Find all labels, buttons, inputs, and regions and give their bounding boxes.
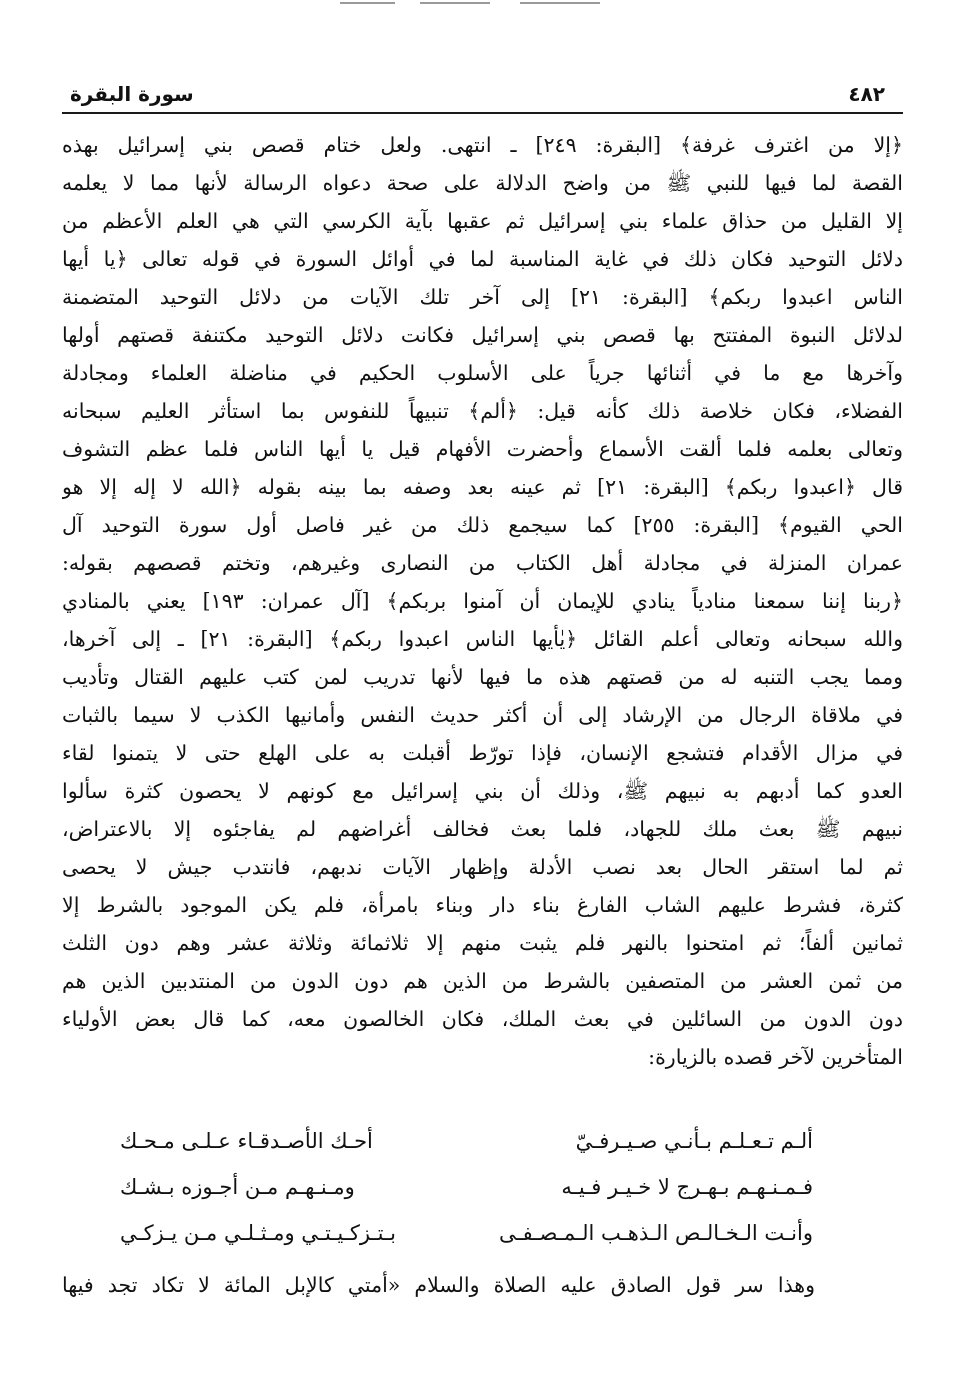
text-line: ثم لما استقر الحال بعد نصب الأدلة وإظهار الآيات ندبهم، فانتدب جيش لا يحصى [62, 855, 903, 879]
text-line: الفضلاء، فكان خلاصة ذلك كأنه قيل: ﴿ألم﴾ تنبيهاً للنفوس بما استأثر العليم سبحانه [62, 399, 903, 423]
text-line: من ثمن العشر من المتصفين بالشرط من الذين هم دون الدون من المنتدبين الذين هم [62, 969, 903, 993]
surah-title: سورة البقرة [70, 82, 194, 106]
text-line: دلائل التوحيد فكان ذلك في غاية المناسبة لما في أوائل السورة في قوله تعالى ﴿يا أيها [62, 247, 903, 271]
hemistich-first: ألـم تـعـلـم بـأنـي صـيـرفـيّ [575, 1129, 813, 1153]
text-line: كثرة، فشرط عليهم الشاب الفارغ بناء دار وبناء بامرأة، فلم يكن الموجود بالشرط إلا [62, 893, 903, 917]
text-line: نبيهم ﷺ بعث ملك للجهاد، فلما بعث فخالف أغراضهم لم يفاجئوه إلا بالاعتراض، [62, 817, 903, 841]
text-line: الحي القيوم﴾ [البقرة: ٢٥٥] كما سيجمع ذلك من غير فاصل أول سورة التوحيد آل [62, 513, 903, 537]
text-line: ومما يجب التنبه له من قصتهم هذه ما فيها لأنها تدريب لمن كتب عليهم القتال وتأديب [62, 665, 903, 689]
page-header [62, 78, 903, 114]
text-line: عمران المنزلة في مجادلة أهل الكتاب من النصارى وغيرهم، وتختم قصصهم بقوله: [62, 551, 903, 575]
text-line: دون الدون من السائلين في بعث الملك، فكان الخالصون معه، كما قال بعض الأولياء [62, 1007, 903, 1031]
page-number: ٤٨٢ [848, 82, 885, 106]
poem-verse [120, 1210, 813, 1256]
text-line: قال ﴿اعبدوا ربكم﴾ [البقرة: ٢١] ثم عينه بعد وصفه بما بينه بقوله ﴿الله لا إله إلا هو [62, 475, 903, 499]
hemistich-second: بـتـزكـيـتـي ومـثـلـي مـن يـزكـي [120, 1221, 396, 1245]
hemistich-second: ومـنـهـم مـن أجـوزه بـشـك [120, 1175, 355, 1199]
poem-verse [120, 1164, 813, 1210]
text-line: ثمانين ألفاً؛ ثم امتحنوا بالنهر فلم يثبت منهم إلا ثلاثمائة وثلاثة عشر وهم دون الثلث [62, 931, 903, 955]
text-line: إلا القليل من حذاق علماء بني إسرائيل ثم عقبها بآية الكرسي التي هي العلم الأعظم من [62, 209, 903, 233]
text-line: الناس اعبدوا ربكم﴾ [البقرة: ٢١] إلى آخر تلك الآيات من دلائل التوحيد المتضمنة [62, 285, 903, 309]
text-line: لدلائل النبوة المفتتح بها قصص بني إسرائيل فكانت دلائل التوحيد مكتنفة قصتهم أولها [62, 323, 903, 347]
text-line: العدو كما أدبهم به نبيهم ﷺ، وذلك أن بني إسرائيل مع كونهم لا يحصون كثرة سألوا [62, 779, 903, 803]
text-line: في مزال الأقدام فتشجع الإنسان، فإذا تورّط أقبلت به على الهلع حتى لا يتمنوا لقاء [62, 741, 903, 765]
text-line: وآخرها مع ما في أثنائها جرياً على الأسلوب الحكيم في مناضلة العلماء ومجادلة [62, 361, 903, 385]
top-scan-marks [330, 2, 630, 8]
text-line: ﴿ربنا إننا سمعنا منادياً ينادي للإيمان أن آمنوا بربكم﴾ [آل عمران: ١٩٣] يعني بالمنادي [62, 589, 903, 613]
hemistich-first: وأنـت الـخـالـص الـذهـب الـمـصـفـى [499, 1221, 813, 1245]
poem [120, 1118, 813, 1256]
hemistich-second: أحـك الأصـدقـاء عـلـى مـحـك [120, 1129, 373, 1153]
body-text [62, 126, 903, 1076]
text-line: ﴿إلا من اغترف غرفة﴾ [البقرة: ٢٤٩] ـ انتهى. ولعل ختام قصص بني إسرائيل بهذه [62, 133, 903, 157]
text-line: وتعالى بعلمه فلما ألقت الأسماع وأحضرت الأفهام قيل يا أيها الناس فلما عظم التشوف [62, 437, 903, 461]
closing-line: وهذا سر قول الصادق عليه الصلاة والسلام «أمتي كالإبل المائة لا تكاد تجد فيها [62, 1273, 815, 1297]
text-line: في ملاقاة الرجال من الإرشاد إلى أن أكثر حديث النفس وأمانيها الكذب لا سيما بالثبات [62, 703, 903, 727]
text-line: المتأخرين لآخر قصده بالزيارة: [648, 1045, 903, 1069]
poem-verse [120, 1118, 813, 1164]
hemistich-first: فـمـنـهـم بـهـرج لا خـيـر فـيـه [561, 1175, 813, 1199]
text-line: والله سبحانه وتعالى أعلم القائل ﴿يٰأيها الناس اعبدوا ربكم﴾ [البقرة: ٢١] ـ إلى آخرها، [62, 627, 903, 651]
text-line: القصة لما فيها للنبي ﷺ من واضح الدلالة على صحة دعواه الرسالة لأنها مما لا يعلمه [62, 171, 903, 195]
